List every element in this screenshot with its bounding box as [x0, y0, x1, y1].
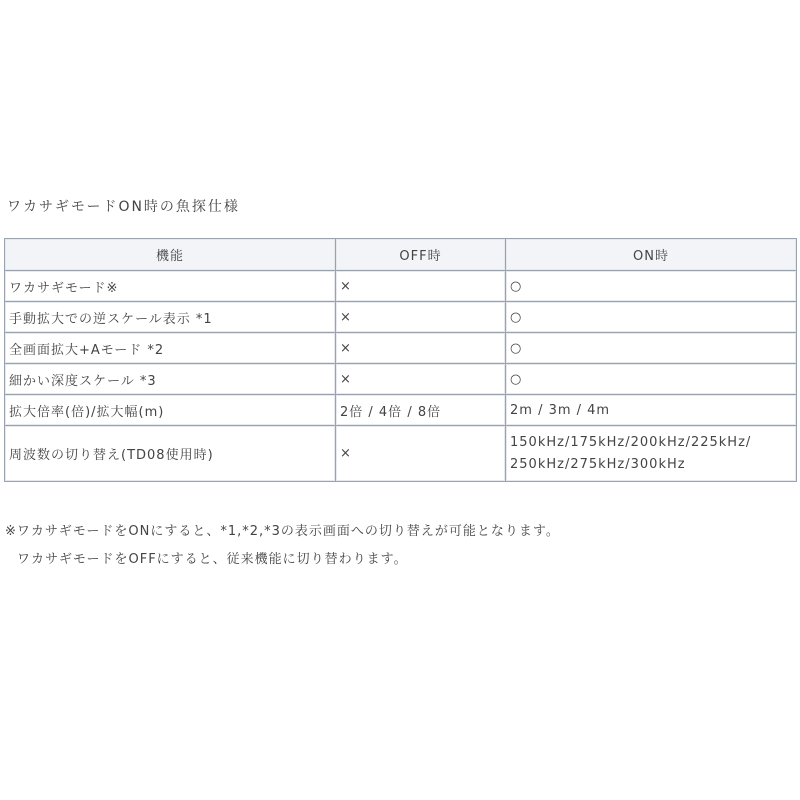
on-cell: ○ — [506, 364, 797, 395]
table-row — [5, 395, 797, 426]
table-row — [5, 426, 797, 482]
table-row — [5, 333, 797, 364]
off-cell: × — [336, 426, 506, 482]
off-cell: 2倍 / 4倍 / 8倍 — [336, 395, 506, 426]
footnote-line: ※ワカサギモードをONにすると、*1,*2,*3の表示画面への切り替えが可能となります。 — [5, 524, 560, 539]
frequency-line: 250kHz/275kHz/300kHz — [510, 456, 686, 472]
header-off: OFF時 — [336, 239, 506, 271]
feature-cell: 細かい深度スケール *3 — [5, 364, 336, 395]
table-row — [5, 302, 797, 333]
feature-cell: 周波数の切り替え(TD08使用時) — [5, 426, 336, 482]
off-cell: × — [336, 364, 506, 395]
on-cell: 2m / 3m / 4m — [506, 395, 797, 426]
feature-cell: ワカサギモード※ — [5, 271, 336, 302]
off-cell: × — [336, 271, 506, 302]
frequency-line: 150kHz/175kHz/200kHz/225kHz/ — [510, 434, 752, 450]
feature-cell: 全画面拡大+Aモード *2 — [5, 333, 336, 364]
footnote-line: ワカサギモードをOFFにすると、従来機能に切り替わります。 — [17, 552, 408, 567]
spec-table — [4, 238, 797, 482]
table-row — [5, 271, 797, 302]
off-cell: × — [336, 333, 506, 364]
off-cell: × — [336, 302, 506, 333]
feature-cell: 拡大倍率(倍)/拡大幅(m) — [5, 395, 336, 426]
footnotes — [5, 518, 560, 574]
table-header-row — [5, 239, 797, 271]
on-cell: ○ — [506, 333, 797, 364]
on-cell: ○ — [506, 271, 797, 302]
page-title: ワカサギモードON時の魚探仕様 — [7, 199, 240, 215]
on-cell — [506, 426, 797, 482]
feature-cell: 手動拡大での逆スケール表示 *1 — [5, 302, 336, 333]
header-on: ON時 — [506, 239, 797, 271]
on-cell: ○ — [506, 302, 797, 333]
header-feature: 機能 — [5, 239, 336, 271]
table-row — [5, 364, 797, 395]
